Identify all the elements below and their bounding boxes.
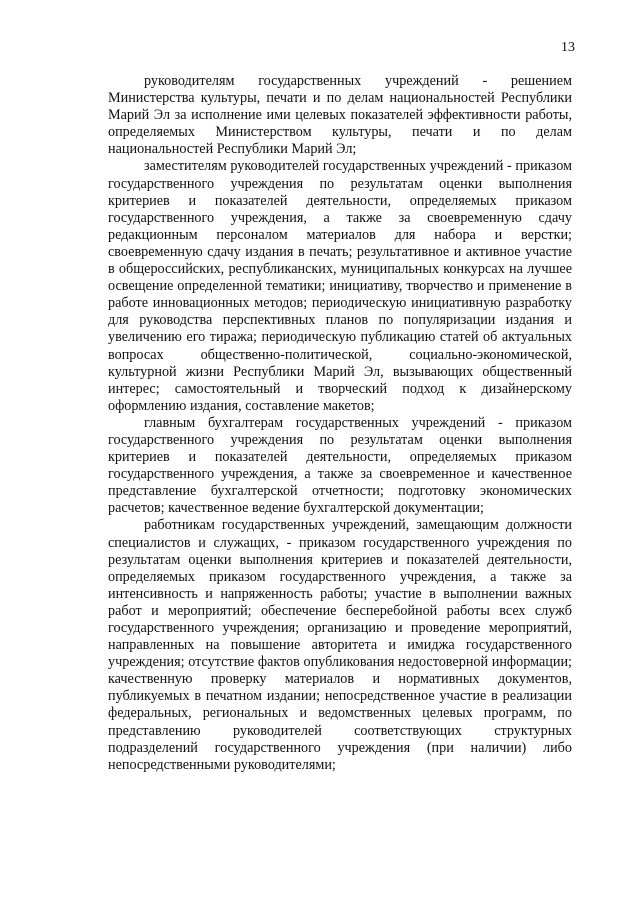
paragraph-specialists: работникам государственных учреждений, замещающим должности специалистов и служащих, - приказом государственного учреждения по результатам оценки выполнения критериев и показателей деятельности, определяемых приказом государственного учреждения, а также за интенсивность и напряженность работы; участие в выполнении важных работ и мероприятий; обеспечение бесперебойной работы всех служб государственного учреждения; организацию и проведение мероприятий, направленных на повышение авторитета и имиджа государственного учреждения; отсутствие фактов опубликования недостоверной информации; качественную проверку материалов и нормативных документов, публикуемых в печатном издании; непосредственное участие в реализации федеральных, региональных и ведомственных целевых программ, по представлению руководителей соответствующих структурных подразделений государственного учреждения (при наличии) либо непосредственными руководителями; [108, 517, 572, 773]
paragraph-chief-accountants: главным бухгалтерам государственных учреждений - приказом государственного учреждения по результатам оценки выполнения критериев и показателей деятельности, определяемых приказом государственного учреждения, а также за своевременное и качественное представление бухгалтерской отчетности; подготовку экономических расчетов; качественное ведение бухгалтерской документации; [108, 414, 572, 517]
paragraph-deputies: заместителям руководителей государственных учреждений - приказом государственного учреждения по результатам оценки выполнения критериев и показателей деятельности, определяемых приказом государственного учреждения, а также за своевременную сдачу редакционным персоналом материалов для набора и верстки; своевременную сдачу издания в печать; результативное и активное участие в общероссийских, республиканских, муниципальных конкурсах на лучшее освещение определенной тематики; инициативу, творчество и применение в работе инновационных методов; периодическую инициативную разработку для руководства перспективных планов по популяризации издания и увеличению его тиража; периодическую публикацию статей об актуальных вопросах общественно-политической, социально-экономической, культурной жизни Республики Марий Эл, вызывающих общественный интерес; самостоятельный и творческий подход к дизайнерскому оформлению издания, составление макетов; [108, 158, 572, 414]
page-number: 13 [561, 40, 575, 55]
paragraph-heads: руководителям государственных учреждений - решением Министерства культуры, печати и по делам национальностей Республики Марий Эл за исполнение ими целевых показателей эффективности работы, определяемых Министерством культуры, печати и по делам национальностей Республики Марий Эл; [108, 73, 572, 158]
document-body [108, 73, 572, 774]
